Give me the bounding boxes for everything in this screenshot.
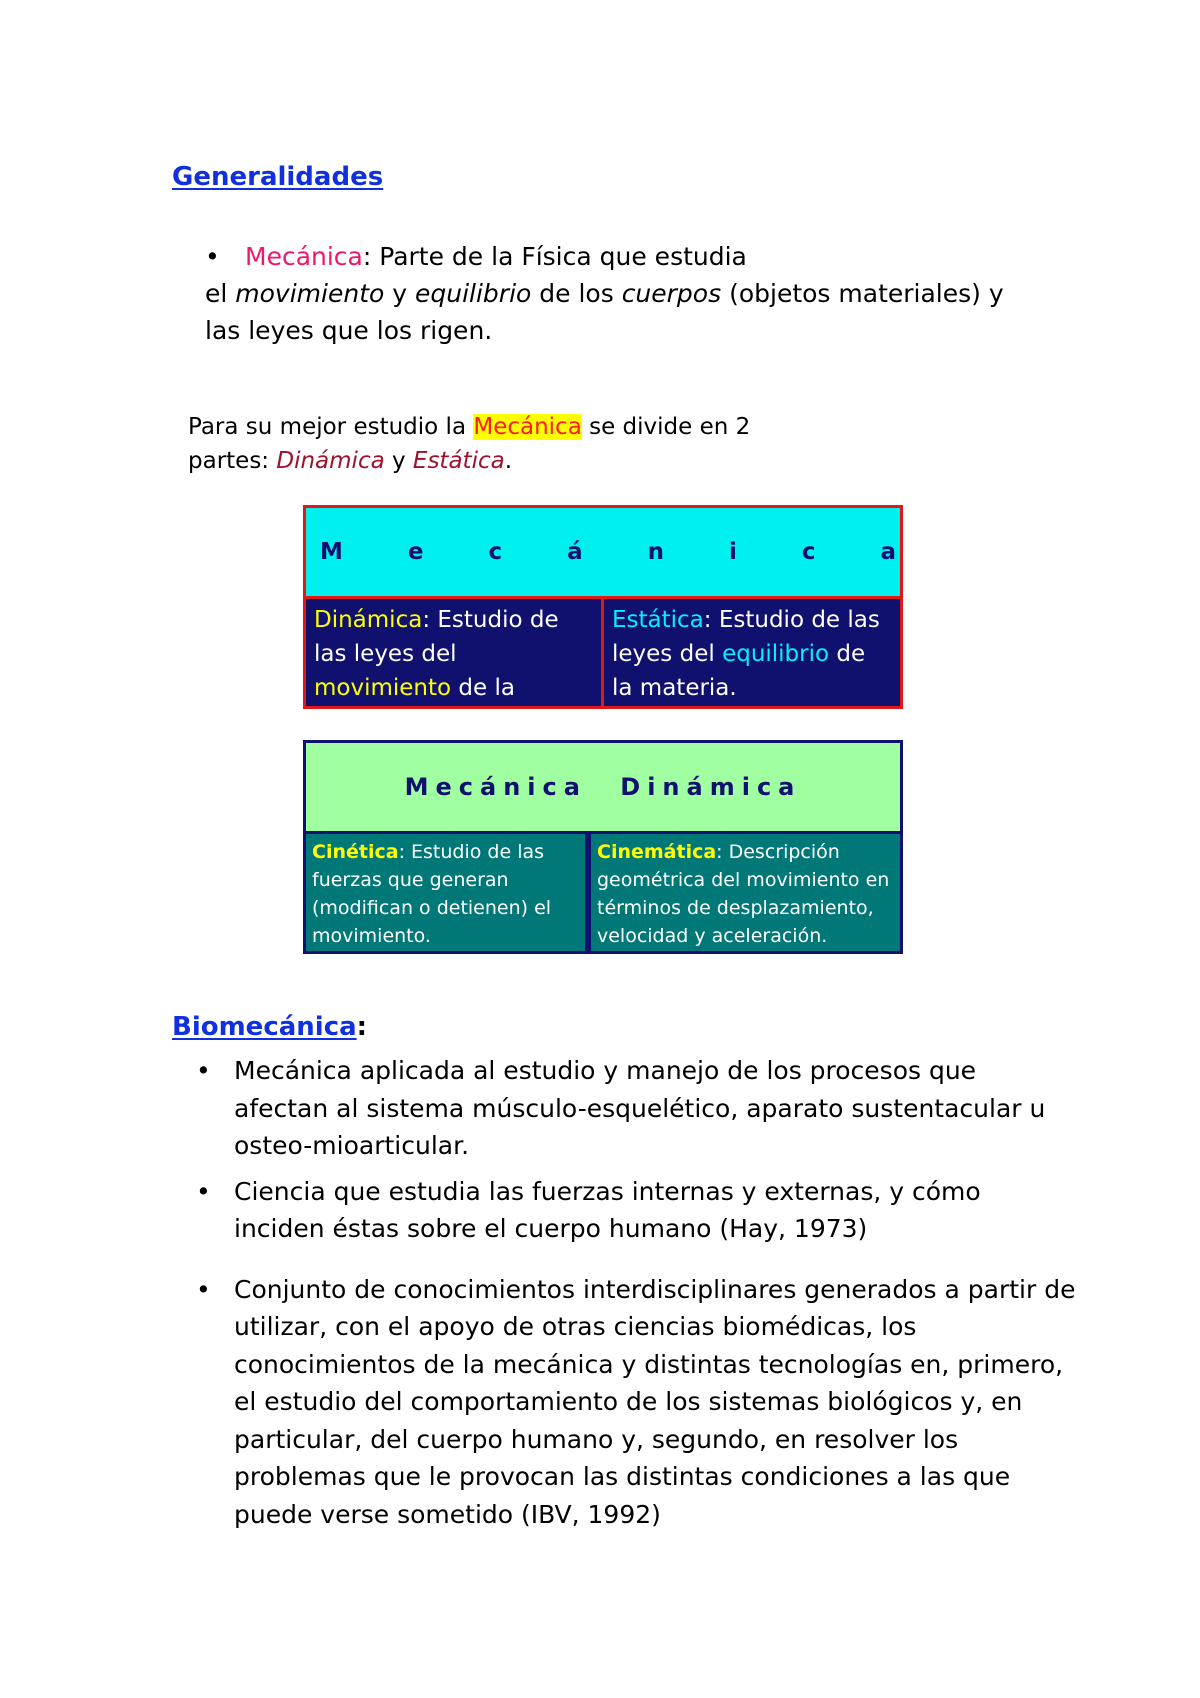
bullet: • xyxy=(205,242,220,271)
mecanica-definition-line-2: el movimiento y equilibrio de los cuerpos (objetos materiales) y xyxy=(205,279,1004,308)
cinetica-cell: Cinética: Estudio de las fuerzas que generan (modifican o detienen) el movimiento. xyxy=(306,834,588,951)
list-item: • Ciencia que estudia las fuerzas internas y externas, y cómo inciden éstas sobre el cuerpo humano (Hay, 1973) xyxy=(196,1176,981,1243)
mecanica-table-header: M e c á n i c a xyxy=(306,508,900,599)
mecanica-highlight: Mecánica xyxy=(473,414,582,440)
list-item: • Mecánica aplicada al estudio y manejo de los procesos que afectan al sistema músculo-esquelético, aparato sustentacular u osteo-mioarticular. xyxy=(196,1056,1046,1160)
mecanica-definition-line-1: Mecánica: Parte de la Física que estudia xyxy=(245,242,747,271)
mecanica-dinamica-header: Mecánica Dinámica xyxy=(306,743,900,834)
estatica-cell: Estática: Estudio de las leyes del equilibrio de la materia. xyxy=(612,607,880,701)
mecanica-dinamica-table xyxy=(303,740,903,954)
cinematica-cell: Cinemática: Descripción geométrica del movimiento en términos de desplazamiento, velocidad y aceleración. xyxy=(591,834,900,951)
dinamica-cell: Dinámica: Estudio de las leyes del movimiento de la materia. xyxy=(306,599,604,706)
mecanica-term: Mecánica xyxy=(245,242,363,271)
mecanica-table xyxy=(303,505,903,735)
generalidades-heading: Generalidades xyxy=(172,162,384,192)
division-paragraph: Para su mejor estudio la Mecánica se divide en 2 partes: Dinámica y Estática. xyxy=(188,414,751,474)
mecanica-definition-line-3: las leyes que los rigen. xyxy=(205,316,493,345)
biomecanica-list xyxy=(196,1052,1076,1533)
list-item: • Conjunto de conocimientos interdisciplinares generados a partir de utilizar, con el apoyo de otras ciencias biomédicas, los conocimientos de la mecánica y distintas tecnologías en, primero, el estudio del comportamiento de los sistemas biológicos y, en particular, del cuerpo humano y, segundo, en resolver los problemas que le provocan las distintas condiciones a las que puede verse sometido (IBV, 1992) xyxy=(196,1274,1076,1529)
biomecanica-heading: Biomecánica: xyxy=(172,1012,368,1042)
mecanica-definition xyxy=(205,238,1065,349)
